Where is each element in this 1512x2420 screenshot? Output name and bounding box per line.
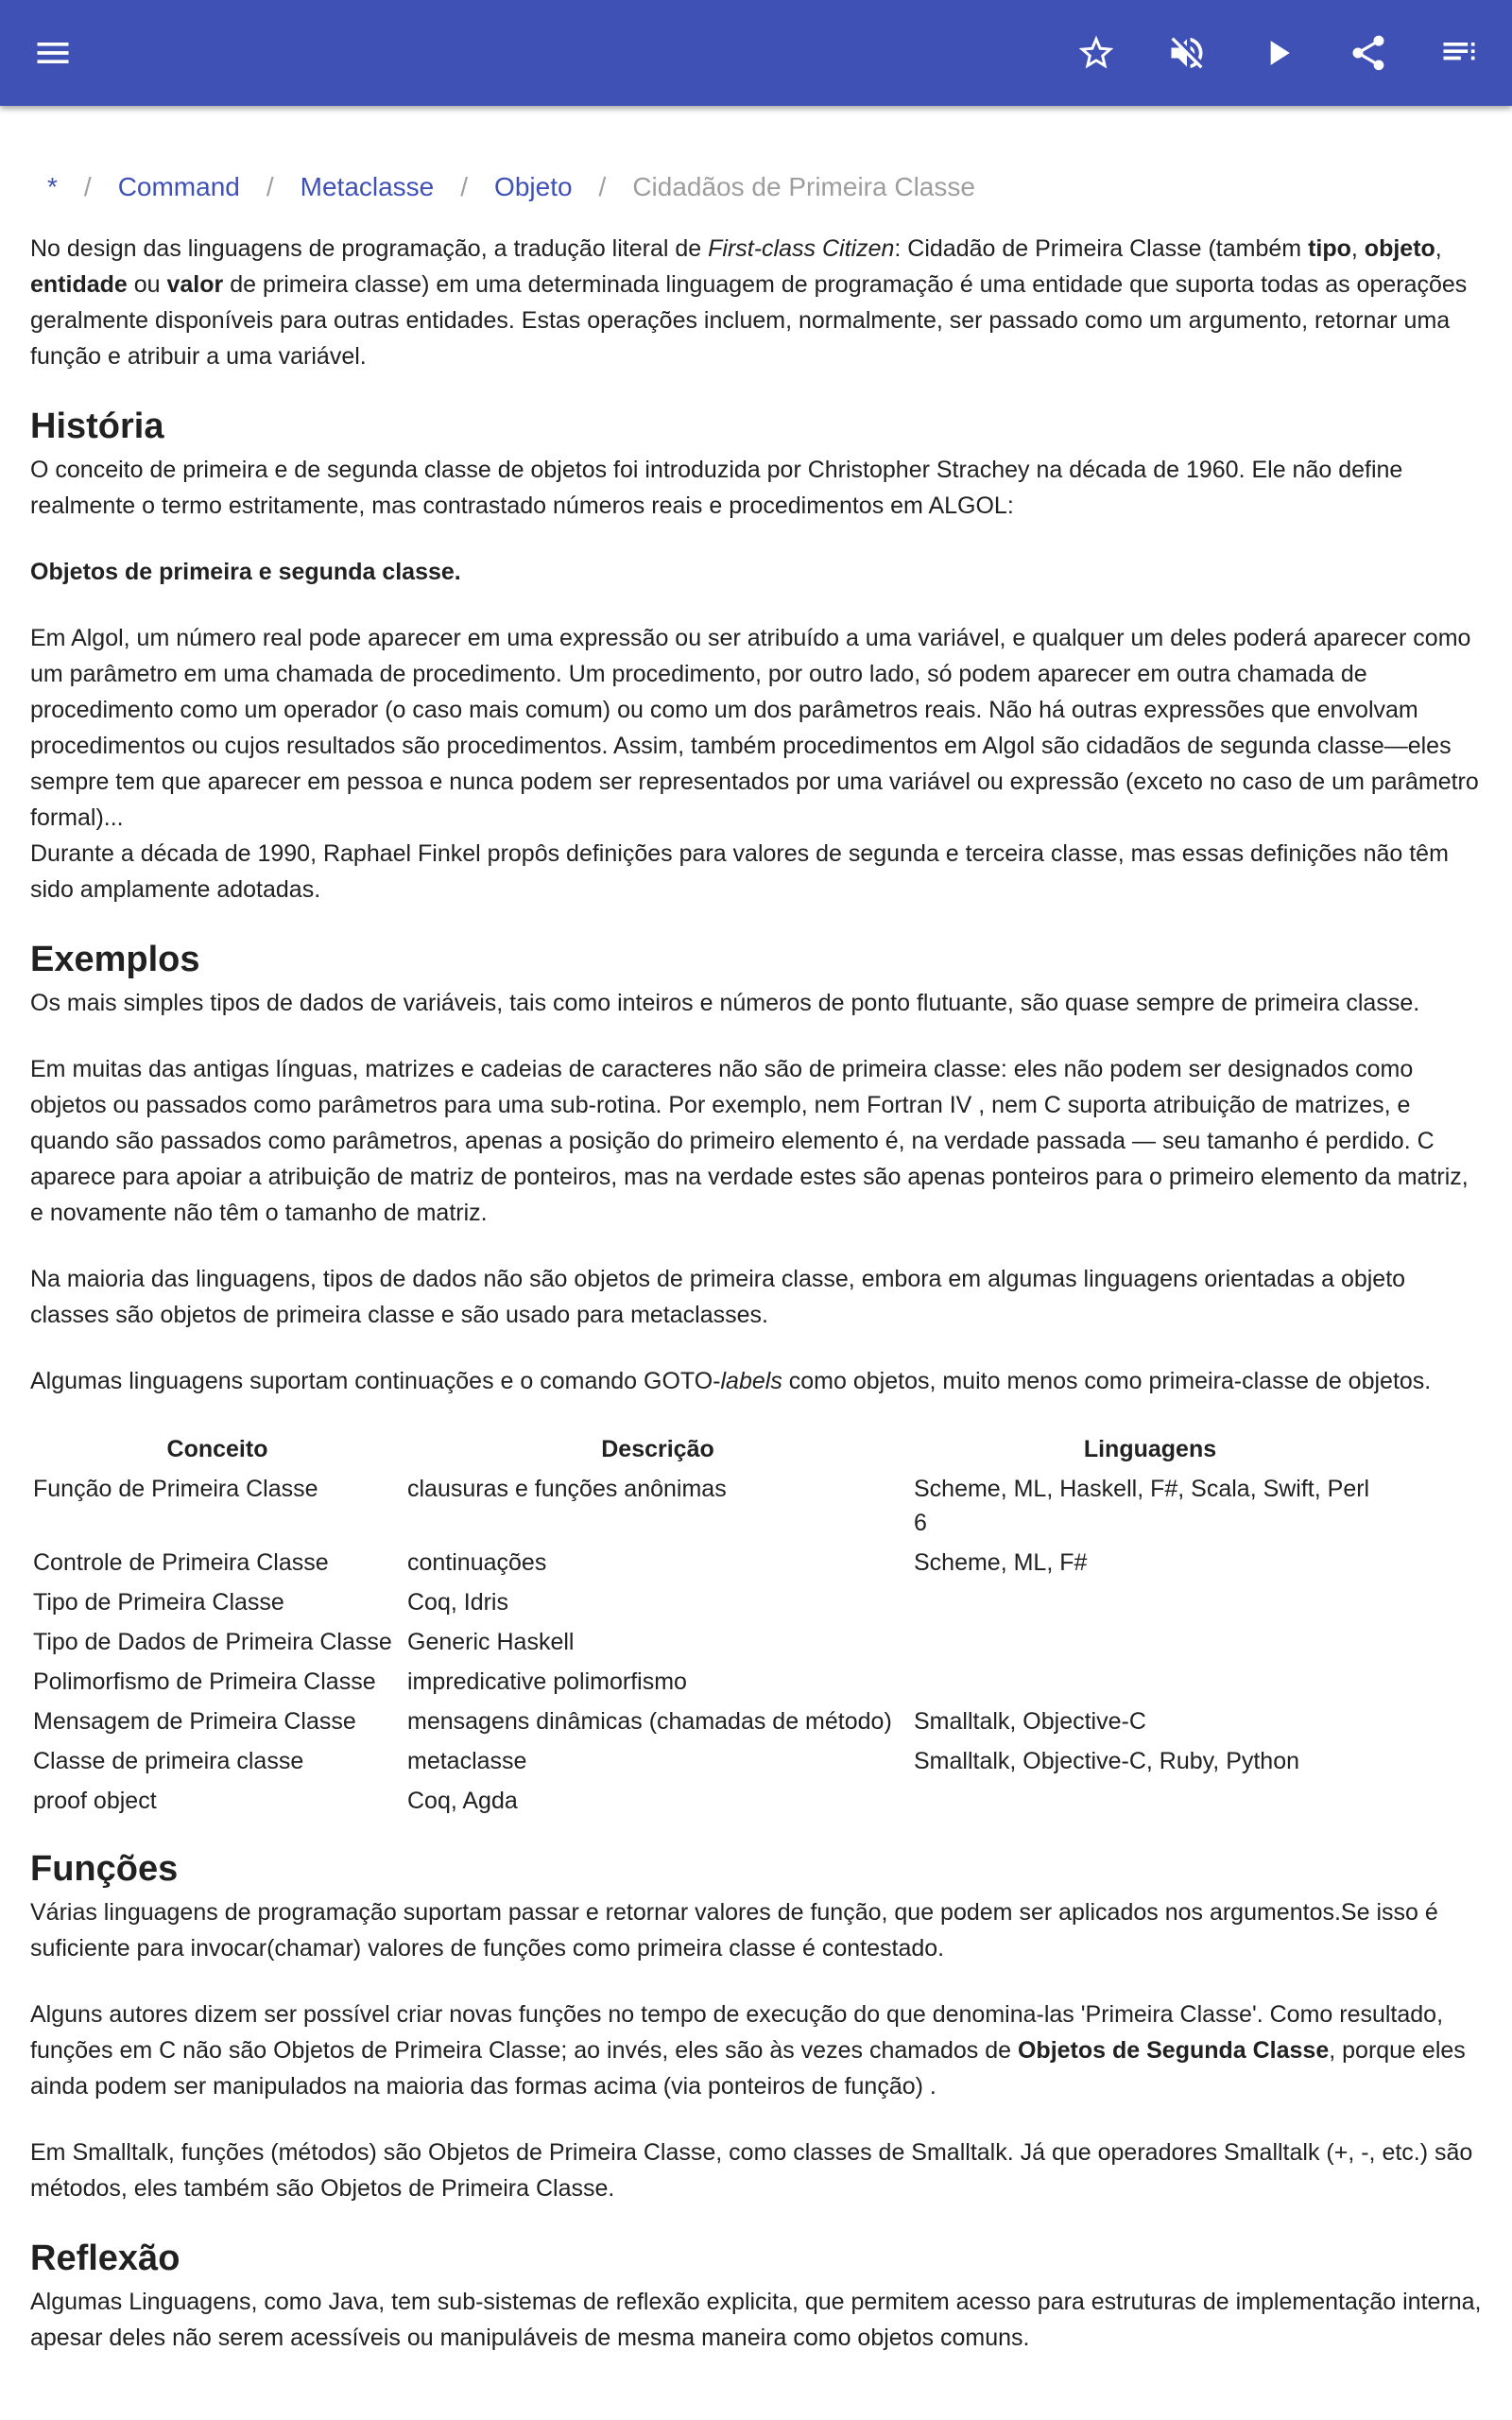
section-heading-funcoes: Funções [30, 1849, 179, 1889]
exemplos-paragraph-3: Na maioria das linguagens, tipos de dados não são objetos de primeira classe, embora em algumas linguagens orientadas a objeto classes são objetos de primeira classe e são usado para metaclasses. [30, 1266, 1406, 1328]
table-header-row [30, 1429, 1389, 1469]
table-cell: Coq, Idris [407, 1589, 508, 1616]
intro-text: , [1435, 235, 1442, 262]
article-content [30, 142, 1486, 2386]
exemplos-paragraph-4 [30, 1363, 1486, 1399]
table-cell: Generic Haskell [407, 1629, 575, 1655]
table-cell: Função de Primeira Classe [33, 1476, 318, 1502]
table-row [30, 1469, 1389, 1543]
table-cell: impredicative polimorfismo [407, 1668, 687, 1695]
table-row [30, 1662, 1389, 1702]
intro-text: : Cidadão de Primeira Classe (também [894, 235, 1309, 262]
volume-off-icon[interactable] [1142, 0, 1232, 106]
table-cell: proof object [33, 1788, 157, 1814]
breadcrumb-separator: / [460, 172, 469, 201]
section-heading-reflexao: Reflexão [30, 2238, 180, 2278]
historia-subheading [30, 554, 1486, 590]
table-cell: Scheme, ML, Haskell, F#, Scala, Swift, Perl 6 [914, 1476, 1370, 1536]
table-cell: Scheme, ML, F# [914, 1549, 1088, 1576]
table-row [30, 1702, 1389, 1741]
funcoes-bold: Objetos de Segunda Classe [1017, 2037, 1330, 2064]
table-row [30, 1622, 1389, 1662]
table-row [30, 1582, 1389, 1622]
intro-bold: entidade [30, 271, 128, 298]
exemplos-term: labels [720, 1368, 782, 1394]
share-icon[interactable] [1323, 0, 1414, 106]
intro-bold: valor [166, 271, 224, 298]
breadcrumb-separator: / [266, 172, 274, 201]
table-cell: Polimorfismo de Primeira Classe [33, 1668, 376, 1695]
table-header-conceito: Conceito [166, 1436, 268, 1462]
table-header-descricao: Descrição [601, 1436, 714, 1462]
table-cell: clausuras e funções anônimas [407, 1476, 727, 1502]
table-cell: metaclasse [407, 1748, 527, 1774]
table-cell: Tipo de Primeira Classe [33, 1589, 284, 1616]
intro-paragraph [30, 231, 1486, 374]
exemplos-text: como objetos, muito menos como primeira-classe de objetos. [782, 1368, 1432, 1394]
breadcrumb-home[interactable]: * [47, 172, 58, 201]
funcoes-paragraph-2 [30, 1996, 1486, 2104]
table-row [30, 1543, 1389, 1582]
app-bar [0, 0, 1512, 106]
reflexao-paragraph-1: Algumas Linguagens, como Java, tem sub-sistemas de reflexão explicita, que permitem acesso para estruturas de implementação interna, apesar deles não serem acessíveis ou manipuláveis de mesma maneira como objetos comuns. [30, 2289, 1482, 2351]
table-header-linguagens: Linguagens [1083, 1436, 1217, 1462]
breadcrumb-separator: / [83, 172, 92, 201]
historia-subheading-text: Objetos de primeira e segunda classe. [30, 559, 461, 585]
star-outline-icon[interactable] [1051, 0, 1142, 106]
intro-text: ou [127, 271, 167, 298]
table-cell: Classe de primeira classe [33, 1748, 304, 1774]
playlist-icon[interactable] [1414, 0, 1504, 106]
historia-paragraph-1: O conceito de primeira e de segunda classe de objetos foi introduzida por Christopher Strachey na década de 1960. Ele não define realmente o termo estritamente, mas contrastado números reais e procedimentos em ALGOL: [30, 457, 1403, 519]
breadcrumb-current: Cidadãos de Primeira Classe [632, 172, 975, 201]
breadcrumb [47, 161, 1486, 214]
play-icon[interactable] [1232, 0, 1323, 106]
exemplos-paragraph-2: Em muitas das antigas línguas, matrizes e cadeias de caracteres não são de primeira classe: eles não podem ser designados como objetos ou passados como parâmetros para uma sub-rotina. Por exemplo, nem Fortran IV , nem C suporta atribuição de matrizes, e quando são passados como parâmetros, apenas a posição do primeiro elemento é, na verdade passada — seu tamanho é perdido. C aparece para apoiar a atribuição de matriz de ponteiros, mas na verdade estes são apenas ponteiros para o primeiro elemento da matriz, e novamente não têm o tamanho de matriz. [30, 1056, 1469, 1226]
menu-icon[interactable] [0, 0, 106, 106]
intro-bold: tipo [1308, 235, 1351, 262]
table-cell [911, 1781, 1389, 1821]
intro-text: de primeira classe) em uma determinada linguagem de programação é uma entidade que suporta todas as operações geralmente disponíveis para outras entidades. Estas operações incluem, normalmente, ser passado como um argumento, retornar uma função e atribuir a uma variável. [30, 271, 1468, 370]
table-cell: Coq, Agda [407, 1788, 518, 1814]
concepts-table [30, 1429, 1389, 1821]
table-cell [911, 1622, 1389, 1662]
funcoes-paragraph-1: Várias linguagens de programação suportam passar e retornar valores de função, que podem ser aplicados nos argumentos.Se isso é suficiente para invocar(chamar) valores de funções como primeira classe é contestado. [30, 1899, 1438, 1962]
table-cell: Mensagem de Primeira Classe [33, 1708, 356, 1735]
table-cell: mensagens dinâmicas (chamadas de método) [407, 1708, 892, 1735]
funcoes-text: Alguns autores dizem ser possível criar novas funções no tempo de execução do que denomina-las 'Primeira Classe'. Como resultado, funções em C não são Objetos de Primeira Classe; ao invés, eles são às vezes chamados de [30, 2001, 1444, 2064]
exemplos-paragraph-1: Os mais simples tipos de dados de variáveis, tais como inteiros e números de ponto flutuante, são quase sempre de primeira classe. [30, 990, 1420, 1016]
table-cell: Tipo de Dados de Primeira Classe [33, 1629, 392, 1655]
exemplos-text: Algumas linguagens suportam continuações e o comando GOTO- [30, 1368, 721, 1394]
breadcrumb-item-objeto[interactable]: Objeto [494, 172, 573, 201]
funcoes-text: , porque eles ainda podem ser manipulados na maioria das formas acima (via ponteiros de função) . [30, 2037, 1466, 2100]
breadcrumb-item-command[interactable]: Command [117, 172, 240, 201]
table-cell [911, 1582, 1389, 1622]
breadcrumb-item-metaclasse[interactable]: Metaclasse [300, 172, 435, 201]
table-cell: Smalltalk, Objective-C, Ruby, Python [914, 1748, 1300, 1774]
section-heading-exemplos: Exemplos [30, 940, 200, 979]
historia-text: Em Algol, um número real pode aparecer em uma expressão ou ser atribuído a uma variável, e qualquer um deles poderá aparecer como um parâmetro em uma chamada de procedimento. Um procedimento, por outro lado, só podem aparecer em outra chamada de procedimento como um operador (o caso mais comum) ou como um dos parâmetros reais. Não há outras expressões que envolvam procedimentos ou cujos resultados são procedimentos. Assim, também procedimentos em Algol são cidadãos de segunda classe—eles sempre tem que aparecer em pessoa e nunca podem ser representados por uma variável ou expressão (exceto no caso de um parâmetro formal)... [30, 625, 1479, 831]
table-cell: Controle de Primeira Classe [33, 1549, 329, 1576]
table-cell [911, 1662, 1389, 1702]
intro-bold: objeto [1364, 235, 1435, 262]
section-heading-historia: História [30, 406, 164, 446]
breadcrumb-separator: / [598, 172, 607, 201]
table-row [30, 1781, 1389, 1821]
table-row [30, 1741, 1389, 1781]
table-cell: Smalltalk, Objective-C [914, 1708, 1146, 1735]
intro-term: First-class Citizen [708, 235, 895, 262]
intro-text: No design das linguagens de programação, a tradução literal de [30, 235, 709, 262]
funcoes-paragraph-3: Em Smalltalk, funções (métodos) são Objetos de Primeira Classe, como classes de Smalltalk. Já que operadores Smalltalk (+, -, etc.) são métodos, eles também são Objetos de Primeira Classe. [30, 2139, 1473, 2202]
historia-paragraph-2 [30, 620, 1486, 908]
intro-text: , [1350, 235, 1365, 262]
historia-text: Durante a década de 1990, Raphael Finkel propôs definições para valores de segunda e terceira classe, mas essas definições não têm sido amplamente adotadas. [30, 840, 1449, 903]
table-cell: continuações [407, 1549, 547, 1576]
